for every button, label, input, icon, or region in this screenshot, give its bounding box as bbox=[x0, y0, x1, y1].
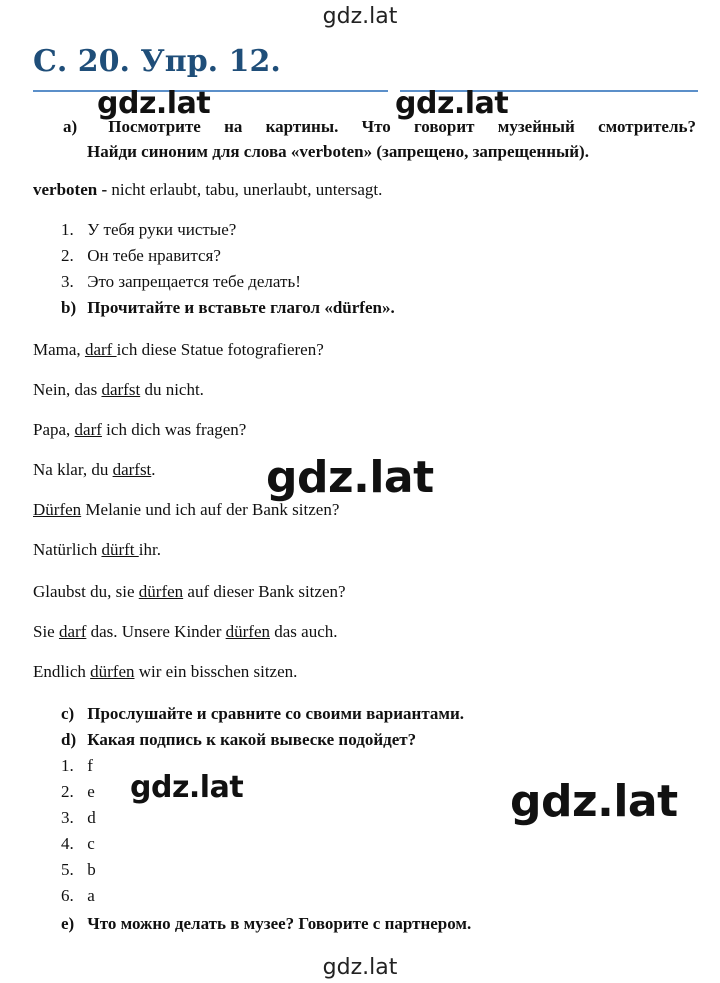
sentence-text: auf dieser Bank sitzen? bbox=[183, 582, 346, 601]
title-underline-left bbox=[33, 90, 388, 92]
list-item bbox=[61, 860, 96, 880]
watermark: gdz.lat bbox=[97, 86, 211, 121]
sentence-text: Papa, bbox=[33, 420, 75, 439]
list-item-number: 4. bbox=[61, 834, 74, 853]
sentence bbox=[33, 622, 338, 642]
verboten-line bbox=[33, 180, 382, 200]
task-e bbox=[61, 914, 471, 934]
task-b bbox=[61, 298, 395, 318]
list-item-number: 5. bbox=[61, 860, 74, 879]
watermark: gdz.lat bbox=[395, 86, 509, 121]
list-item bbox=[61, 886, 95, 906]
list-item-number: 2. bbox=[61, 246, 74, 265]
page-title: С. 20. Упр. 12. bbox=[33, 44, 281, 79]
list-item bbox=[61, 246, 221, 266]
sentence-text: Nein, das bbox=[33, 380, 102, 399]
sentence-text: Glaubst du, sie bbox=[33, 582, 139, 601]
task-b-marker: b) bbox=[61, 298, 77, 317]
sentence-text: wir ein bisschen sitzen. bbox=[134, 662, 298, 681]
list-item-text: c bbox=[87, 834, 95, 853]
list-item-number: 6. bbox=[61, 886, 74, 905]
list-item bbox=[61, 834, 95, 854]
list-item-text: e bbox=[87, 782, 95, 801]
list-item bbox=[61, 782, 95, 802]
sentence-text: ich dich was fragen? bbox=[101, 420, 247, 439]
list-item-number: 2. bbox=[61, 782, 74, 801]
sentence-verb: dürft bbox=[101, 540, 139, 559]
list-item-text: a bbox=[87, 886, 95, 905]
watermark: gdz.lat bbox=[510, 776, 678, 827]
sentence-verb: darfst bbox=[101, 380, 141, 399]
list-item-text: Это запрещается тебе делать! bbox=[87, 272, 301, 291]
list-item-text: У тебя руки чистые? bbox=[87, 220, 237, 239]
sentence-verb: dürfen bbox=[225, 622, 270, 641]
sentence-text: Mama, bbox=[33, 340, 85, 359]
list-item-number: 3. bbox=[61, 808, 74, 827]
sentence-text: Melanie und ich auf der Bank sitzen? bbox=[81, 500, 340, 519]
sentence bbox=[33, 340, 324, 360]
task-d bbox=[61, 730, 416, 750]
list-item bbox=[61, 756, 93, 776]
watermark: gdz.lat bbox=[266, 452, 434, 503]
list-item-number: 1. bbox=[61, 220, 74, 239]
list-item bbox=[61, 272, 301, 292]
task-e-marker: e) bbox=[61, 914, 75, 933]
sentence-verb: Dürfen bbox=[33, 500, 82, 519]
list-item bbox=[61, 808, 96, 828]
sentence bbox=[33, 662, 297, 682]
task-a-text: Посмотрите на картины. Что говорит музейный смотритель? bbox=[108, 117, 697, 136]
task-c-text: Прослушайте и сравните со своими вариантами. bbox=[87, 704, 464, 723]
sentence-text: . bbox=[151, 460, 156, 479]
sentence-verb: dürfen bbox=[90, 662, 135, 681]
list-item-text: b bbox=[87, 860, 96, 879]
sentence-text: Endlich bbox=[33, 662, 91, 681]
sentence bbox=[33, 460, 156, 480]
sentence bbox=[33, 380, 204, 400]
sentence-text: du nicht. bbox=[140, 380, 204, 399]
task-c-marker: c) bbox=[61, 704, 75, 723]
sentence-verb: darf bbox=[84, 340, 117, 359]
task-c bbox=[61, 704, 464, 724]
list-item-number: 1. bbox=[61, 756, 74, 775]
sentence-text: Sie bbox=[33, 622, 59, 641]
list-item-text: d bbox=[87, 808, 96, 827]
task-d-text: Какая подпись к какой вывеске подойдет? bbox=[87, 730, 417, 749]
sentence bbox=[33, 420, 246, 440]
list-item-text: f bbox=[87, 756, 93, 775]
task-a bbox=[63, 114, 696, 164]
sentence-verb: darf bbox=[58, 622, 87, 641]
sentence bbox=[33, 540, 161, 560]
sentence-text: das auch. bbox=[270, 622, 338, 641]
list-item-text: Он тебе нравится? bbox=[87, 246, 221, 265]
sentence-verb: dürfen bbox=[138, 582, 184, 601]
sentence-text: das. Unsere Kinder bbox=[86, 622, 226, 641]
list-item-number: 3. bbox=[61, 272, 74, 291]
sentence bbox=[33, 582, 346, 602]
watermark: gdz.lat bbox=[130, 770, 244, 805]
task-a-line2: Найди синоним для слова «verboten» (запрещено, запрещенный). bbox=[87, 142, 589, 161]
list-item bbox=[61, 220, 236, 240]
sentence-text: Na klar, du bbox=[33, 460, 113, 479]
task-a-marker: a) bbox=[63, 117, 78, 136]
sentence-text: ihr. bbox=[138, 540, 161, 559]
sentence-verb: darf bbox=[74, 420, 102, 439]
verboten-term: verboten - bbox=[33, 180, 108, 199]
task-d-marker: d) bbox=[61, 730, 77, 749]
task-b-text: Прочитайте и вставьте глагол «dürfen». bbox=[87, 298, 395, 317]
sentence bbox=[33, 500, 339, 520]
site-header-text: gdz.lat bbox=[322, 4, 398, 29]
task-e-text: Что можно делать в музее? Говорите с партнером. bbox=[87, 914, 472, 933]
site-footer-text: gdz.lat bbox=[322, 955, 398, 980]
verboten-synonyms: nicht erlaubt, tabu, unerlaubt, untersagt. bbox=[107, 180, 383, 199]
sentence-text: ich diese Statue fotografieren? bbox=[116, 340, 324, 359]
sentence-verb: darfst bbox=[112, 460, 152, 479]
sentence-text: Natürlich bbox=[33, 540, 102, 559]
